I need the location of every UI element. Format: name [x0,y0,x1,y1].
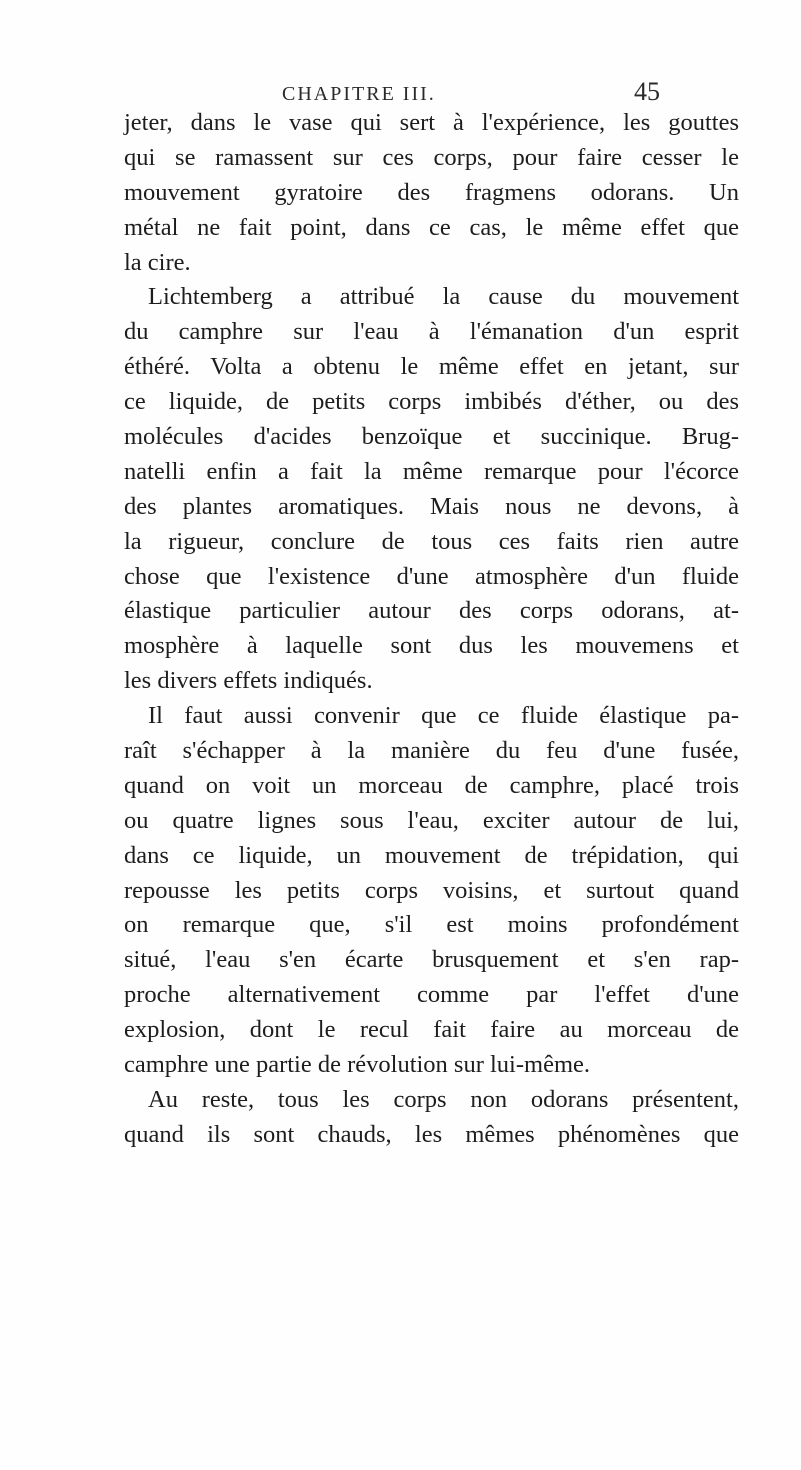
body-text [124,106,739,1153]
page-number: 45 [634,77,660,106]
text-line: les divers effets indiqués. [124,667,373,695]
text-line: situé, l'eau s'en écarte brusquement et s'en rap- [124,946,739,974]
text-line: quand on voit un morceau de camphre, placé trois [124,771,739,799]
text-line: qui se ramassent sur ces corps, pour faire cesser le [124,143,739,171]
text-line: repousse les petits corps voisins, et surtout quand [124,876,739,904]
text-line: quand ils sont chauds, les mêmes phénomènes que [124,1120,739,1148]
text-line: mouvement gyratoire des fragmens odorans. Un [124,178,739,206]
text-line: du camphre sur l'eau à l'émanation d'un esprit [124,318,739,346]
text-line: métal ne fait point, dans ce cas, le même effet que [124,213,739,241]
text-line: molécules d'acides benzoïque et succinique. Brug- [124,423,739,451]
running-head: CHAPITRE III. [282,83,436,105]
text-line: Il faut aussi convenir que ce fluide élastique pa- [148,702,739,730]
text-line: la cire. [124,248,191,276]
text-line: des plantes aromatiques. Mais nous ne devons, à [124,492,739,520]
text-line: camphre une partie de révolution sur lui-même. [124,1051,591,1079]
text-line: jeter, dans le vase qui sert à l'expérience, les gouttes [124,109,739,136]
text-line: ce liquide, de petits corps imbibés d'éther, ou des [124,388,739,416]
text-line: mosphère à laquelle sont dus les mouvemens et [124,632,739,660]
text-line: la rigueur, conclure de tous ces faits rien autre [124,527,739,555]
text-line: ou quatre lignes sous l'eau, exciter autour de lui, [124,806,739,834]
text-line: on remarque que, s'il est moins profondément [124,911,739,939]
text-line: natelli enfin a fait la même remarque pour l'écorce [124,457,739,485]
text-line: proche alternativement comme par l'effet d'une [124,981,739,1009]
text-line: raît s'échapper à la manière du feu d'une fusée, [124,737,739,765]
text-line: dans ce liquide, un mouvement de trépidation, qui [124,841,739,869]
text-line: Lichtemberg a attribué la cause du mouvement [148,283,739,311]
text-line: éthéré. Volta a obtenu le même effet en jetant, sur [124,353,739,381]
text-line: Au reste, tous les corps non odorans présentent, [148,1085,739,1113]
text-line: élastique particulier autour des corps odorans, at- [124,597,739,625]
text-line: chose que l'existence d'une atmosphère d'un fluide [124,562,739,590]
text-line: explosion, dont le recul fait faire au morceau de [124,1016,739,1044]
